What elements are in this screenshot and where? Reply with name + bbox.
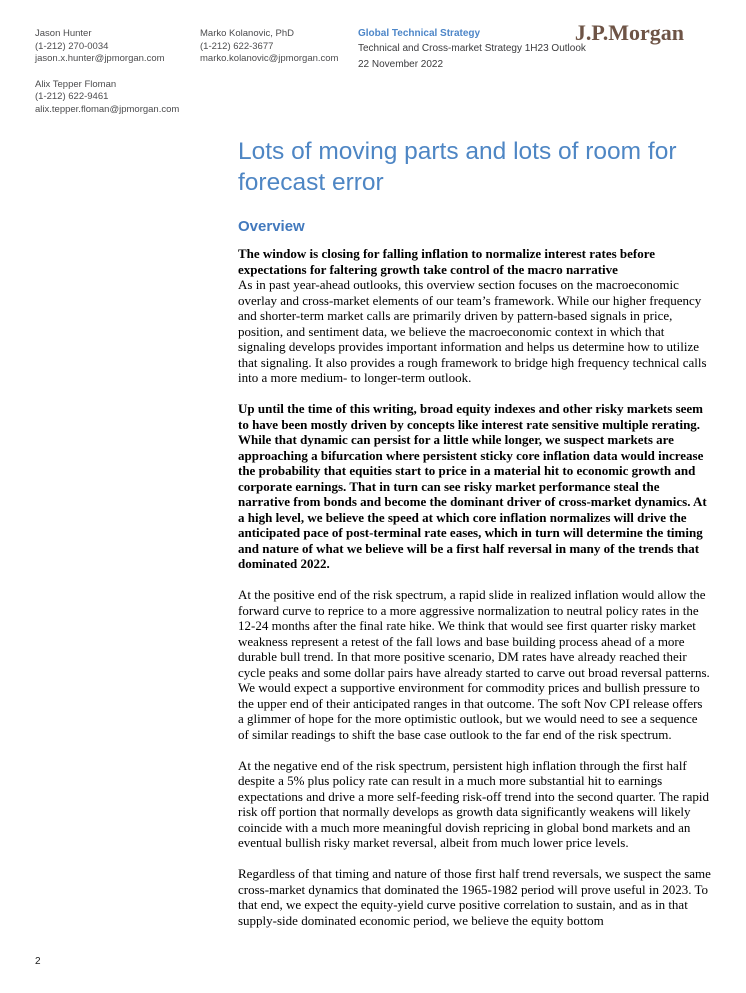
header-contacts-column-2 <box>200 28 350 79</box>
page-number: 2 <box>35 956 41 967</box>
analyst-contact <box>200 28 350 66</box>
report-subtitle: Technical and Cross-market Strategy 1H23 Outlook <box>358 42 586 54</box>
analyst-contact <box>35 79 195 117</box>
header-contacts-column-1 <box>35 28 195 129</box>
lead-bold-paragraph: The window is closing for falling inflation to normalize interest rates before expectations for faltering growth take control of the macro narrative <box>238 246 656 277</box>
header-report-info <box>358 28 588 72</box>
report-series-label: Global Technical Strategy <box>358 28 481 39</box>
article-body <box>238 246 711 928</box>
analyst-email: marko.kolanovic@jpmorgan.com <box>200 53 339 64</box>
analyst-contact <box>35 28 195 66</box>
body-paragraph: At the negative end of the risk spectrum, persistent high inflation through the first half despite a 5% plus policy rate can result in a much more substantial hit to earnings expectations and drive a more self-feeding risk-off trend into the second quarter. The rapid risk off portion that normally develops as growth data significantly weakens will likely coincide with a much more meaningful dovish repricing in global bond markets and an eventual bullish risky market reversal, albeit from much lower price levels. <box>238 757 709 850</box>
body-paragraph: Regardless of that timing and nature of those first half trend reversals, we suspect the same cross-market dynamics that dominated the 1965-1982 period will prove useful in 2023. To that end, we expect the equity-yield curve positive correlation to sustain, and as in that supply-side dominated economic period, we believe the equity bottom <box>238 866 711 928</box>
analyst-name: Marko Kolanovic, PhD <box>200 28 294 39</box>
section-heading-overview: Overview <box>238 218 305 235</box>
article-column <box>238 136 711 944</box>
analyst-name: Alix Tepper Floman <box>35 78 117 90</box>
jpmorgan-logo: J.P.Morgan <box>574 20 684 45</box>
analyst-email: alix.tepper.floman@jpmorgan.com <box>35 103 180 115</box>
analyst-name: Jason Hunter <box>35 28 92 39</box>
analyst-email: jason.x.hunter@jpmorgan.com <box>35 53 165 64</box>
report-date: 22 November 2022 <box>358 59 444 70</box>
analyst-phone: (1-212) 270-0034 <box>35 40 109 52</box>
analyst-phone: (1-212) 622-3677 <box>200 40 274 52</box>
body-paragraph: At the positive end of the risk spectrum, a rapid slide in realized inflation would allow the forward curve to reprice to a more aggressive normalization to neutral policy rates in the 12-24 months after the final rate hike. We think that would see first quarter risky market weakness represent a retest of the fall lows and base building process ahead of a more durable bull trend. In that more positive scenario, DM rates have already reached their cycle peaks and some dollar pairs have already started to carve out broad reversal patterns. We would expect a supportive environment for commodity prices and bullish pressure to the upper end of their anticipated ranges in that outcome. The soft Nov CPI release offers a glimmer of hope for the more optimistic outlook, but we would need to see a sequence of similar readings to shift the base case outlook to the far end of the risk spectrum. <box>238 587 710 742</box>
analyst-phone: (1-212) 622-9461 <box>35 91 109 102</box>
body-paragraph-bold: Up until the time of this writing, broad equity indexes and other risky markets seem to have been mostly driven by concepts like interest rate sensitive multiple rerating. While that dynamic can persist for a little while longer, we suspect markets are approaching a bifurcation where persistent sticky core inflation data would increase the probability that equities start to price in a material hit to economic growth and corporate earnings. That in turn can see risky market performance steal the narrative from bonds and become the dominant driver of cross-market dynamics. At a high level, we believe the speed at which core inflation normalizes will drive the anticipated pace of post-terminal rate eases, which in turn will determine the timing and nature of what we believe will be a first half reversal in many of the trends that dominated 2022. <box>238 401 707 571</box>
body-paragraph: As in past year-ahead outlooks, this overview section focuses on the macroeconomic overlay and cross-market elements of our team’s framework. While our higher frequency and shorter-term market calls are primarily driven by pattern-based signals in price, position, and sentiment data, we believe the macroeconomic context in which that signaling develops provides important information and helps us determine how to utilize that signaling. It also provides a rough framework to bridge high frequency technical calls into a more medium- to longer-term outlook. <box>238 277 707 385</box>
article-title: Lots of moving parts and lots of room for forecast error <box>238 138 677 196</box>
